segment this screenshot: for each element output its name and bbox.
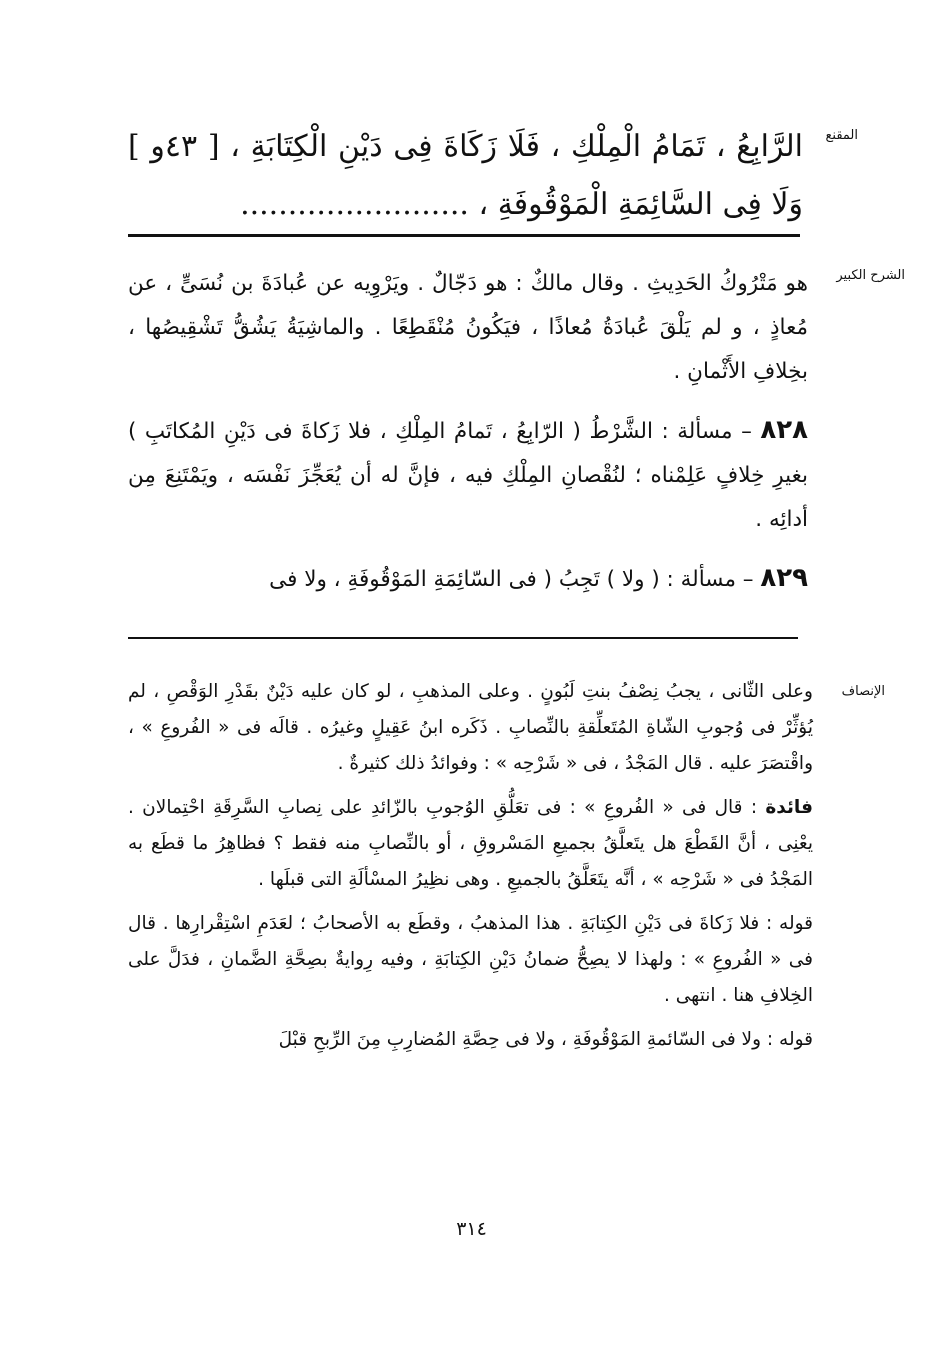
- sharh-text-block: [128, 262, 808, 602]
- insaf-paragraph: قوله : ولا فى السّائمةِ المَوْقُوفَةِ ، ولا فى حِصَّةِ المُضارِبِ مِنَ الرِّبحِ قبْلَ: [278, 1029, 813, 1050]
- margin-label-insaf: الإنصاف: [841, 684, 885, 699]
- sharh-question-829: [128, 556, 808, 602]
- question-number: ٨٢٨: [760, 415, 808, 445]
- margin-label-muqni: المقنع: [825, 128, 858, 143]
- benefit-text: : قال فى « الفُروعِ » : فى تعَلُّقِ الوُجوبِ بالزّائدِ على نِصابِ السَّرِقَةِ احْتِمالان . يعْنِى ، أنَّ القَطْعَ هل يتَعلَّقُ بجميعِ المَسْروقِ ، أو بالنِّصابِ منه فقط ؟ فظاهِرُ ما قطَع به المَجْدُ فى « شَرْحِه » ، أنَّه يتَعَلَّقُ بالجميعِ . وهى نظِيرُ المسْألَةِ التى قبلَها .: [128, 797, 813, 890]
- section-divider-thin: [128, 637, 798, 639]
- insaf-paragraph: قوله : فلا زَكاةَ فى دَيْنِ الكِتابَةِ . هذا المذهبُ ، وقطَع به الأصحابُ ؛ لعَدَمِ اسْتِقْرارِها . قال فى « الفُروعِ » : ولهذا لا يصِحُّ ضمانُ دَيْنِ الكِتابَةِ ، وفيه رِوايةٌ بصِحَّةِ الضَّمانِ ، فدَلَّ على الخِلافِ هنا . انتهى .: [128, 913, 813, 1006]
- insaf-benefit-paragraph: [128, 790, 813, 898]
- question-text: – مسألة : ( ولا ) تَجِبُ ( فى السّائِمَةِ المَوْقُوفَةِ ، ولا فى: [269, 567, 754, 592]
- question-number: ٨٢٩: [760, 563, 808, 593]
- sharh-question-828: [128, 408, 808, 542]
- question-text: – مسألة : الشَّرْطُ ( الرّابِعُ ، تَمامُ المِلْكِ ، فلا زَكاةَ فى دَيْنِ المُكاتَبِ ) بغيرِ خِلافٍ عَلِمْناه ؛ لنُقْصانِ المِلْكِ فيه ، فإنَّ له أن يُعَجِّزَ نَفْسَه ، ويَمْتَنِعَ مِن أدائِه .: [128, 419, 808, 532]
- benefit-heading: فائدة: [765, 797, 813, 818]
- margin-label-sharh: الشرح الكبير: [836, 268, 905, 283]
- section-divider-thick: [128, 234, 800, 237]
- sharh-paragraph: هو مَتْرُوكُ الحَدِيثِ . وقال مالكٌ : هو دَجّالٌ . ويَرْوِيه عن عُبادَةَ بن نُسَىٍّ ، عن مُعاذٍ ، و لم يَلْقَ عُبادَةُ مُعاذًا ، فيَكُونُ مُنْقَطِعًا . والماشِيَةُ يَشُقُّ تَشْقِيصُها ، بخِلافِ الأَثْمانِ .: [128, 271, 808, 384]
- insaf-text-block: [128, 674, 813, 1058]
- page-number: ٣١٤: [456, 1218, 487, 1240]
- insaf-paragraph: وعلى الثّانى ، يجبُ نِصْفُ بنتِ لَبُونٍ . وعلى المذهبِ ، لو كان عليه دَيْنٌ بقَدْرِ الوَقْصِ ، لم يُؤثِّرْ فى وُجوبِ الشّاةِ المُتَعلِّقةِ بالنِّصابِ . ذَكَره ابنُ عَقِيلٍ وغيرُه . قالَه فى « الفُروعِ » ، واقْتصَرَ عليه . قال المَجْدُ ، فى « شَرْحِه » : وفوائدُ ذلك كثيرةٌ .: [128, 681, 813, 774]
- muqni-text: الرَّابِعُ ، تَمَامُ الْمِلْكِ ، فَلَا زَكَاةَ فِى دَيْنِ الْكِتَابَةِ ، [ ٤٣و ] وَلَا فِى السَّائِمَةِ الْمَوْقُوفَةِ ، ........................: [128, 129, 803, 222]
- muqni-text-block: [128, 118, 803, 234]
